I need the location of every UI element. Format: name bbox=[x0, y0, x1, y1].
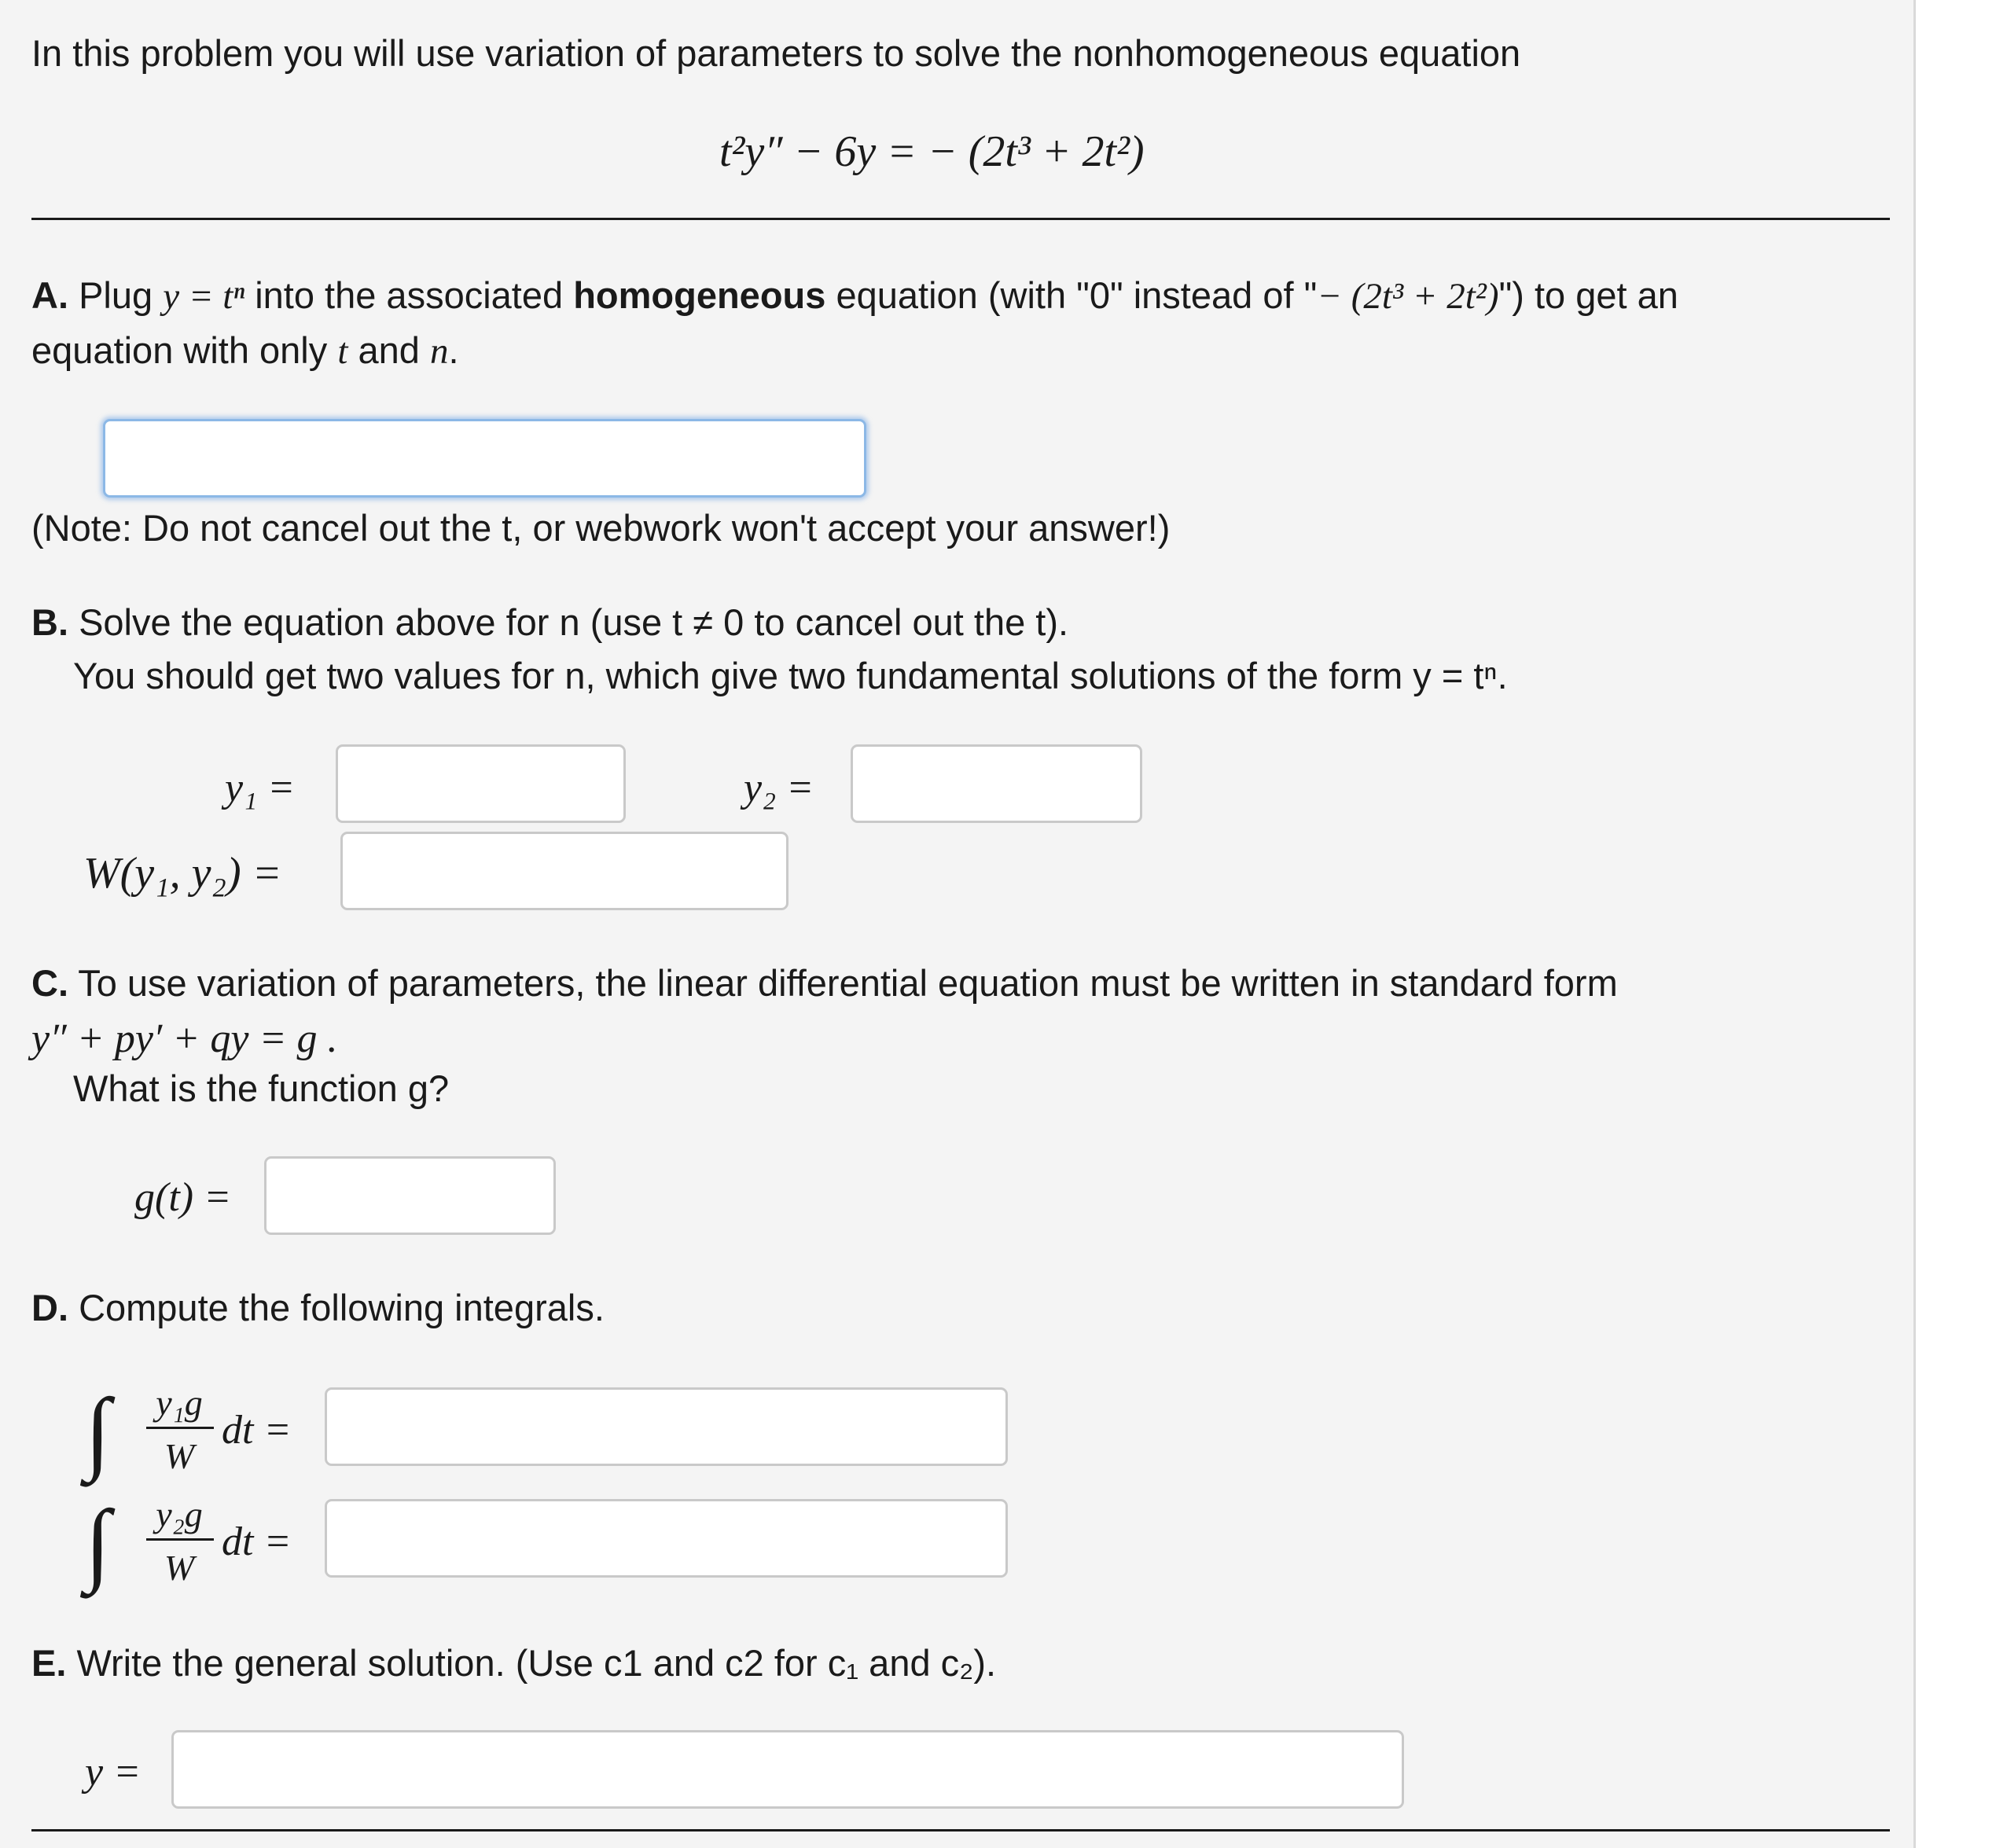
part-a-answer-input[interactable] bbox=[103, 419, 866, 498]
part-a-homogeneous: homogeneous bbox=[573, 274, 826, 316]
integral2-fraction-bar bbox=[146, 1538, 214, 1541]
y1-label: y₁ = bbox=[225, 766, 296, 810]
g-label: g(t) = bbox=[134, 1175, 232, 1220]
integral1-fraction-bar bbox=[146, 1427, 214, 1429]
part-d-label: D. bbox=[31, 1287, 68, 1328]
integral2-denominator: W bbox=[164, 1548, 195, 1588]
part-a-note: (Note: Do not cancel out the t, or webwork won't accept your answer!) bbox=[31, 507, 1171, 549]
general-solution-input[interactable] bbox=[171, 1730, 1404, 1809]
part-a-line2: equation with only t and n. bbox=[31, 329, 459, 372]
y1-input[interactable] bbox=[336, 744, 626, 823]
standard-form-equation: y″ + py′ + qy = g . bbox=[31, 1016, 338, 1061]
part-b-label: B. bbox=[31, 601, 68, 643]
g-input[interactable] bbox=[264, 1156, 556, 1235]
integral1-dt: dt = bbox=[222, 1408, 292, 1453]
y2-input[interactable] bbox=[851, 744, 1142, 823]
part-c-line3: What is the function g? bbox=[73, 1067, 450, 1109]
y2-label: y₂ = bbox=[744, 766, 814, 810]
part-a-label: A. bbox=[31, 274, 68, 316]
integral2-input[interactable] bbox=[325, 1499, 1008, 1578]
part-a-line1 bbox=[31, 274, 1678, 317]
part-d-line bbox=[31, 1289, 605, 1326]
part-a-eq-text: equation (with "0" instead of " bbox=[836, 274, 1318, 316]
part-c-line1-text: To use variation of parameters, the linear differential equation must be written in standard form bbox=[78, 962, 1618, 1004]
divider-top bbox=[31, 218, 1890, 220]
main-equation: t²y″ − 6y = − (2t³ + 2t²) bbox=[719, 127, 1145, 176]
part-a-var-t: t bbox=[337, 331, 348, 372]
integral2-numerator: y₂g bbox=[156, 1494, 203, 1534]
general-solution-label: y = bbox=[85, 1750, 142, 1795]
integral1-denominator: W bbox=[164, 1436, 195, 1476]
integral-sign-1: ∫ bbox=[85, 1380, 111, 1482]
part-a-rhs: − (2t³ + 2t²) bbox=[1317, 276, 1499, 317]
part-a-line2-and: and bbox=[358, 329, 420, 371]
wronskian-input[interactable] bbox=[340, 832, 788, 910]
part-c-line1 bbox=[31, 962, 1618, 1004]
integral1-numerator: y₁g bbox=[156, 1383, 203, 1423]
part-a-var-n: n bbox=[429, 331, 449, 372]
part-a-mid: into the associated bbox=[255, 274, 564, 316]
part-b-line2: You should get two values for n, which give two fundamental solutions of the form y = tⁿ. bbox=[73, 655, 1508, 696]
part-b-line1-text: Solve the equation above for n (use t ≠ 0 to cancel out the t). bbox=[79, 601, 1069, 643]
part-b-line1 bbox=[31, 601, 1069, 643]
integral-sign-2: ∫ bbox=[85, 1491, 111, 1594]
divider-bottom bbox=[31, 1829, 1890, 1831]
part-e-text: Write the general solution. (Use c1 and c2 for c₁ and c₂). bbox=[76, 1642, 997, 1684]
part-a-plug: Plug bbox=[79, 274, 153, 316]
part-a-line2-prefix: equation with only bbox=[31, 329, 328, 371]
part-c-label: C. bbox=[31, 962, 68, 1004]
part-d-text: Compute the following integrals. bbox=[79, 1287, 605, 1328]
integral2-dt: dt = bbox=[222, 1519, 292, 1564]
part-e-line bbox=[31, 1642, 997, 1684]
part-a-end: ") to get an bbox=[1498, 274, 1678, 316]
part-a-y-eq: y = tⁿ bbox=[163, 276, 245, 317]
integral1-input[interactable] bbox=[325, 1387, 1008, 1466]
intro-text: In this problem you will use variation of parameters to solve the nonhomogeneous equation bbox=[31, 32, 1521, 74]
part-e-label: E. bbox=[31, 1642, 67, 1684]
wronskian-label: W(y₁, y₂) = bbox=[83, 849, 282, 898]
